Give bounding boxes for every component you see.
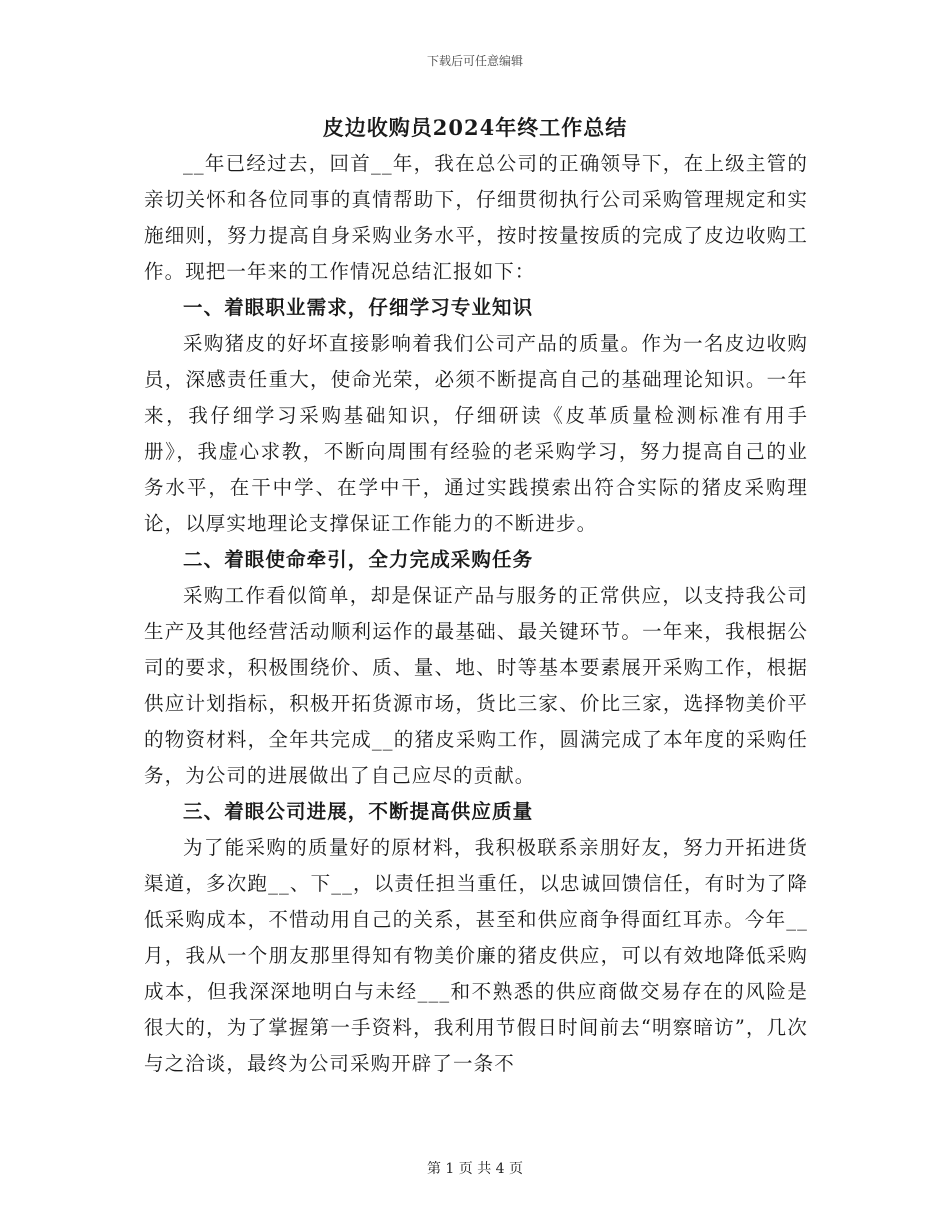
section-paragraph-1: 采购猪皮的好坏直接影响着我们公司产品的质量。作为一名皮边收购员，深感责任重大，使命光荣，必须不断提高自己的基础理论知识。一年来，我仔细学习采购基础知识，仔细研读《皮革质量检测标准有用手册》，我虚心求教，不断向周围有经验的老采购学习，努力提高自己的业务水平，在干中学、在学中干，通过实践摸索出符合实际的猪皮采购理论，以厚实地理论支撑保证工作能力的不断进步。: [144, 332, 808, 535]
section-heading-1: 一、着眼职业需求，仔细学习专业知识: [183, 296, 534, 319]
section-heading-2: 二、着眼使命牵引，全力完成采购任务: [183, 548, 534, 571]
section-paragraph-2: 采购工作看似简单，却是保证产品与服务的正常供应，以支持我公司生产及其他经营活动顺利运作的最基础、最关键环节。一年来，我根据公司的要求，积极围绕价、质、量、地、时等基本要素展开采购工作，根据供应计划指标，积极开拓货源市场，货比三家、价比三家，选择物美价平的物资材料，全年共完成__的猪皮采购工作，圆满完成了本年度的采购任务，为公司的进展做出了自己应尽的贡献。: [144, 584, 808, 787]
page-header-note: 下载后可任意编辑: [426, 54, 523, 68]
document-body: [144, 146, 808, 1082]
section-paragraph-3: 为了能采购的质量好的原材料，我积极联系亲朋好友，努力开拓进货渠道，多次跑__、下__，以责任担当重任，以忠诚回馈信任，有时为了降低采购成本，不惜动用自己的关系，甚至和供应商争得面红耳赤。今年__月，我从一个朋友那里得知有物美价廉的猪皮供应，可以有效地降低采购成本，但我深深地明白与未经___和不熟悉的供应商做交易存在的风险是很大的，为了掌握第一手资料，我利用节假日时间前去“明察暗访”，几次与之洽谈，最终为公司采购开辟了一条不: [144, 836, 808, 1075]
page-number: 第 1 页 共 4 页: [426, 1161, 524, 1177]
document-title: 皮边收购员2024年终工作总结: [322, 115, 628, 140]
section-heading-3: 三、着眼公司进展，不断提高供应质量: [183, 800, 534, 823]
intro-paragraph: __年已经过去，回首__年，我在总公司的正确领导下，在上级主管的亲切关怀和各位同事的真情帮助下，仔细贯彻执行公司采购管理规定和实施细则，努力提高自身采购业务水平，按时按量按质的完成了皮边收购工作。现把一年来的工作情况总结汇报如下：: [144, 152, 808, 283]
